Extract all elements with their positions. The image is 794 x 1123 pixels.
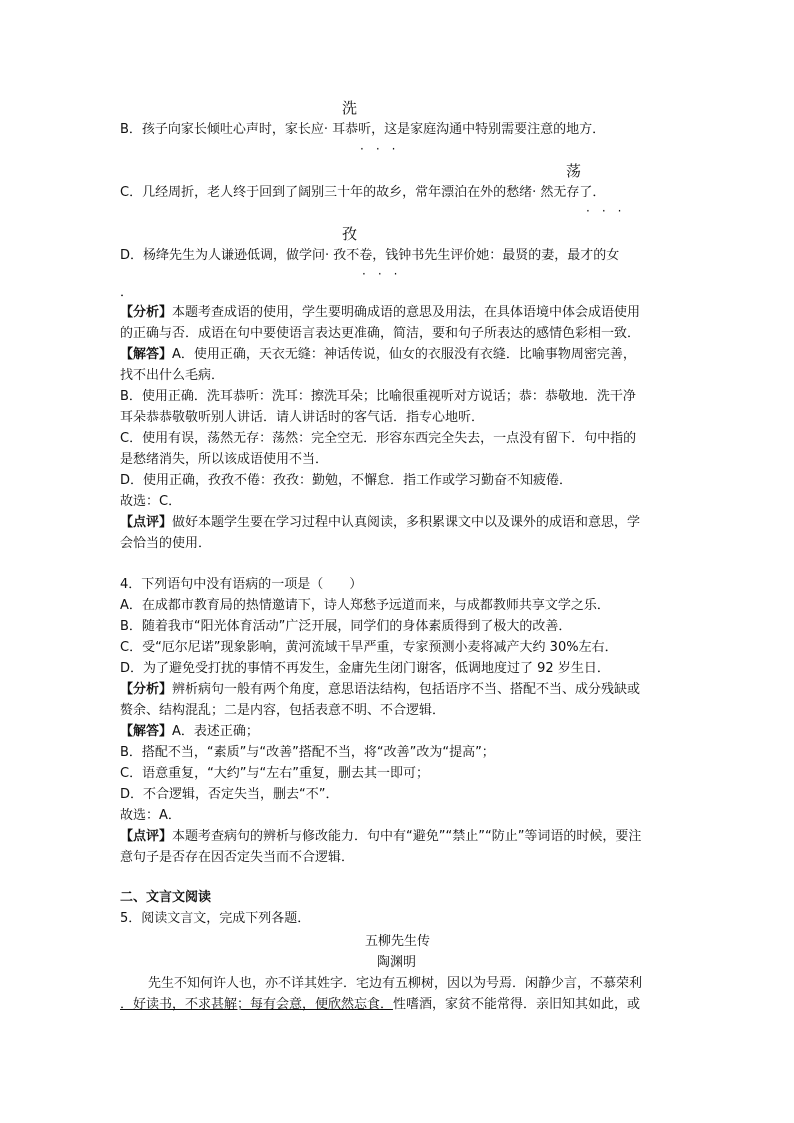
- comment-paragraph: [120, 827, 641, 847]
- analysis-text: 本题考查成语的使用，学生要明确成语的意思及用法，在具体语境中体会成语使用: [172, 305, 641, 320]
- underlined-sentence: ．好读书，不求甚解；每有会意，便欣然忘食．: [120, 997, 394, 1012]
- ruby-annotation-zi: 孜: [342, 225, 358, 243]
- poem-author: 陶渊明: [377, 955, 417, 970]
- comment-text-line: 会恰当的使用．: [120, 536, 212, 551]
- q4-option-d: D．为了避免受打扰的事情不再发生，金庸先生闭门谢客，低调地度过了 92 岁生日．: [120, 661, 610, 676]
- analysis-paragraph: [120, 680, 640, 700]
- q4-option-a: A．在成都市教育局的热情邀请下，诗人郑愁予远道而来，与成都教师共享文学之乐．: [120, 598, 610, 613]
- comment-paragraph: [120, 513, 640, 533]
- answer-choice: 故选：C．: [120, 494, 182, 509]
- q4-option-b: B．随着我市“阳光体育活动”广泛开展，同学们的身体素质得到了极大的改善．: [120, 619, 572, 634]
- question-5: 5．阅读文言文，完成下列各题．: [120, 911, 311, 926]
- poem-title: 五柳先生传: [365, 934, 431, 949]
- option-c-text: C．几经周折，老人终于回到了阔别三十年的故乡，常年漂泊在外的愁绪· 然无存了．: [120, 185, 606, 200]
- answer-text-line: D．不合逻辑，否定失当，删去“不”．: [120, 787, 339, 802]
- option-d-text: D．杨绛先生为人谦逊低调，做学问· 孜不卷，钱钟书先生评价她：最贤的妻，最才的女: [120, 248, 620, 263]
- passage-line-2: [120, 995, 640, 1015]
- analysis-paragraph: [120, 303, 640, 323]
- emphasis-dots: ···: [360, 142, 408, 156]
- section-heading: 二、文言文阅读: [120, 890, 212, 905]
- analysis-text-line: 赘余、结构混乱；二是内容，包括表意不明、不合逻辑．: [120, 703, 446, 718]
- ruby-annotation-xi: 洗: [342, 99, 358, 117]
- q4-option-c: C．受“厄尔尼诺”现象影响，黄河流域干旱严重，专家预测小麦将减产大约 30%左右．: [120, 640, 618, 655]
- answer-text-line: B．搭配不当，“素质”与“改善”搭配不当，将“改善”改为“提高”；: [120, 745, 495, 760]
- comment-text: 做好本题学生要在学习过程中认真阅读，多积累课文中以及课外的成语和意思，学: [172, 515, 641, 530]
- answer-text-line: 找不出什么毛病．: [120, 368, 225, 383]
- answer-text: A．使用正确，天衣无缝：神话传说，仙女的衣服没有衣缝．比喻事物周密完善，: [172, 347, 636, 362]
- analysis-text-line: 的正确与否．成语在句中要使语言表达更准确，简洁，要和句子所表达的感情色彩相一致．: [120, 326, 641, 341]
- answer-paragraph: [120, 345, 636, 365]
- comment-tag: 【点评】: [120, 515, 173, 530]
- answer-text-line: 是愁绪消失，所以该成语使用不当．: [120, 452, 329, 467]
- answer-tag: 【解答】: [120, 724, 173, 739]
- emphasis-dots: ···: [362, 267, 410, 281]
- answer-text-line: B．使用正确．洗耳恭听：洗耳：擦洗耳朵；比喻很重视听对方说话；恭：恭敬地．洗干净: [120, 389, 636, 404]
- answer-text-line: C．使用有误，荡然无存：荡然：完全空无．形容东西完全失去，一点没有留下．句中指的: [120, 431, 637, 446]
- comment-text: 本题考查病句的辨析与修改能力．句中有“避免”“禁止”“防止”等词语的时候，要注: [172, 829, 642, 844]
- comment-tag: 【点评】: [120, 829, 173, 844]
- answer-text-line: C．语意重复，“大约”与“左右”重复，删去其一即可；: [120, 766, 430, 781]
- question-4: 4．下列语句中没有语病的一项是（ ）: [120, 577, 363, 592]
- answer-paragraph: [120, 722, 259, 742]
- analysis-tag: 【分析】: [120, 305, 173, 320]
- analysis-tag: 【分析】: [120, 682, 173, 697]
- answer-choice: 故选：A．: [120, 808, 181, 823]
- passage-text: 性嗜酒，家贫不能常得．亲旧知其如此，或: [393, 997, 641, 1012]
- option-d-tail: ．: [120, 285, 134, 300]
- option-b-text: B．孩子向家长倾吐心声时，家长应· 耳恭听，这是家庭沟通中特别需要注意的地方．: [120, 122, 606, 137]
- comment-text-line: 意句子是否存在因否定失当而不合逻辑．: [120, 850, 355, 865]
- answer-text: A．表述正确；: [172, 724, 259, 739]
- answer-text-line: 耳朵恭恭敬敬听别人讲话．请人讲话时的客气话．指专心地听．: [120, 410, 485, 425]
- answer-tag: 【解答】: [120, 347, 173, 362]
- answer-text-line: D．使用正确，孜孜不倦：孜孜：勤勉，不懈怠．指工作或学习勤奋不知疲倦．: [120, 473, 573, 488]
- ruby-annotation-dang: 荡: [566, 162, 582, 180]
- emphasis-dots: ···: [586, 204, 634, 218]
- passage-line-1: 先生不知何许人也，亦不详其姓字．宅边有五柳树，因以为号焉．闲静少言，不慕荣利: [148, 976, 643, 991]
- analysis-text: 辨析病句一般有两个角度，意思语法结构，包括语序不当、搭配不当、成分残缺或: [172, 682, 641, 697]
